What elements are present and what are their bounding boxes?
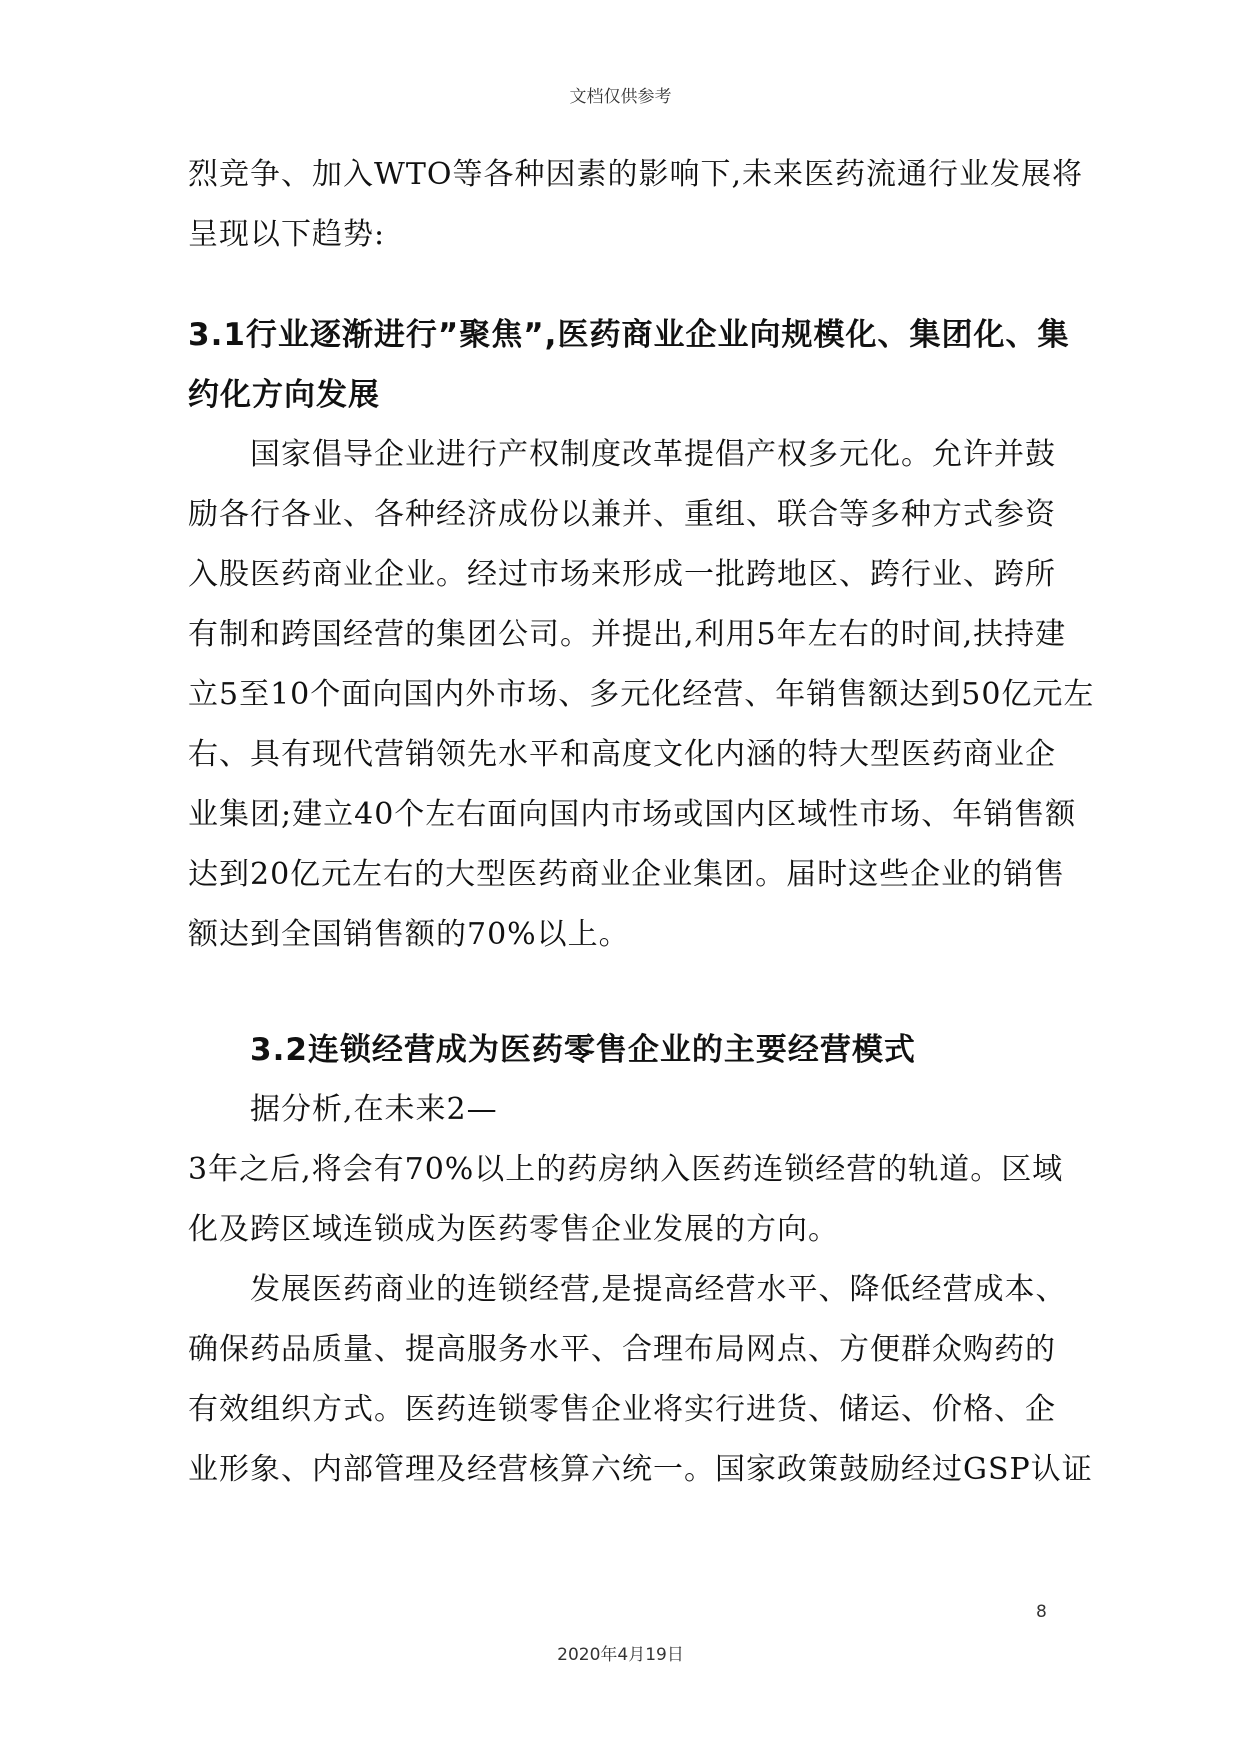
intro-line: 烈竞争、加入WTO等各种因素的影响下,未来医药流通行业发展将: [188, 157, 1083, 192]
intro-line: 呈现以下趋势:: [188, 217, 386, 252]
paragraph-line: 业形象、内部管理及经营核算六统一。国家政策鼓励经过GSP认证: [188, 1452, 1093, 1487]
section-heading: 3.2连锁经营成为医药零售企业的主要经营模式: [250, 1032, 916, 1068]
page-footer-date: 2020年4月19日: [557, 1645, 684, 1665]
paragraph-line: 确保药品质量、提高服务水平、合理布局网点、方便群众购药的: [188, 1332, 1056, 1367]
paragraph-line: 有制和跨国经营的集团公司。并提出,利用5年左右的时间,扶持建: [188, 617, 1067, 652]
paragraph-line: 右、具有现代营销领先水平和高度文化内涵的特大型医药商业企: [188, 737, 1056, 772]
document-body: [188, 145, 1095, 1500]
paragraph-line: 据分析,在未来2—: [250, 1092, 498, 1127]
page-number: 8: [1036, 1602, 1047, 1622]
page-header: 文档仅供参考: [569, 87, 672, 107]
paragraph-line: 3年之后,将会有70%以上的药房纳入医药连锁经营的轨道。区域: [188, 1152, 1064, 1187]
paragraph-line: 发展医药商业的连锁经营,是提高经营水平、降低经营成本、: [250, 1272, 1067, 1307]
paragraph-line: 达到20亿元左右的大型医药商业企业集团。届时这些企业的销售: [188, 857, 1066, 892]
paragraph-line: 国家倡导企业进行产权制度改革提倡产权多元化。允许并鼓: [250, 437, 1056, 472]
paragraph-line: 业集团;建立40个左右面向国内市场或国内区域性市场、年销售额: [188, 797, 1077, 832]
section-heading: 3.1行业逐渐进行”聚焦”,医药商业企业向规模化、集团化、集: [188, 317, 1070, 353]
paragraph-line: 额达到全国销售额的70%以上。: [188, 917, 630, 952]
paragraph-line: 有效组织方式。医药连锁零售企业将实行进货、储运、价格、企: [188, 1392, 1056, 1427]
paragraph-line: 入股医药商业企业。经过市场来形成一批跨地区、跨行业、跨所: [188, 557, 1056, 592]
section-heading: 约化方向发展: [188, 377, 380, 413]
spacer: [188, 265, 1068, 305]
paragraph-line: 化及跨区域连锁成为医药零售企业发展的方向。: [188, 1212, 839, 1247]
paragraph-line: 励各行各业、各种经济成份以兼并、重组、联合等多种方式参资: [188, 497, 1056, 532]
paragraph-line: 立5至10个面向国内外市场、多元化经营、年销售额达到50亿元左: [188, 677, 1095, 712]
spacer: [188, 965, 1068, 1020]
